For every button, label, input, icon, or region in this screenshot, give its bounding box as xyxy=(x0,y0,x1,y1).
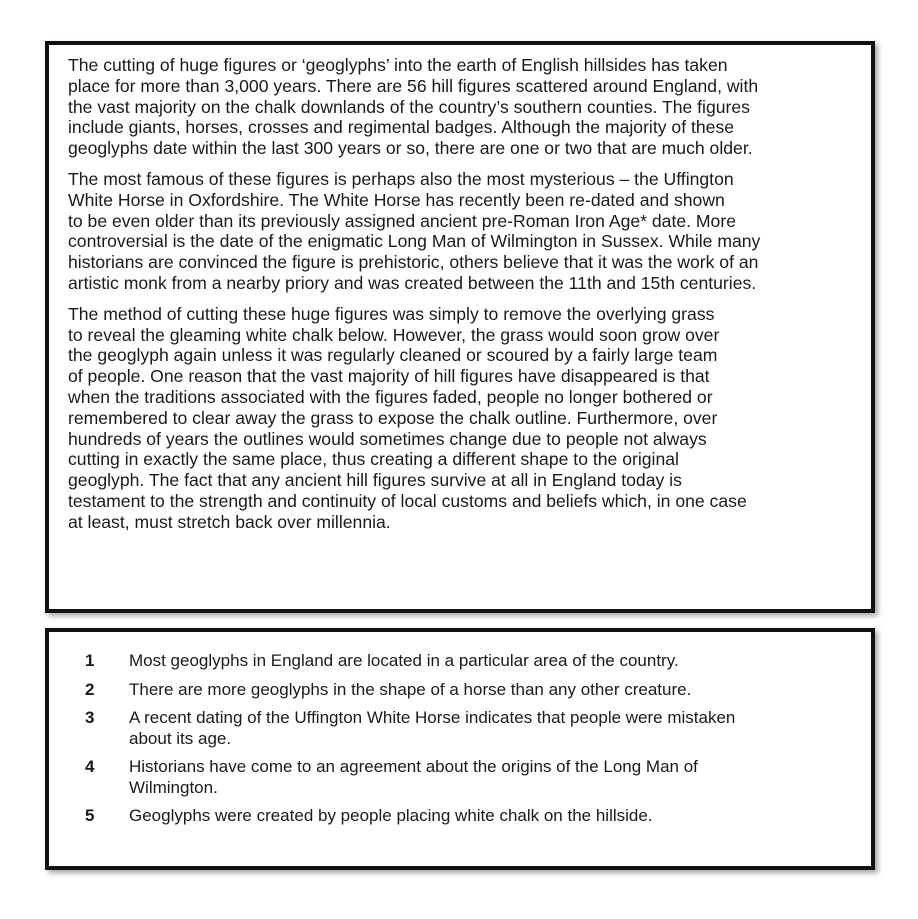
statement-item xyxy=(85,651,871,672)
statements-box xyxy=(45,628,875,870)
statement-item xyxy=(85,680,871,701)
passage-paragraph-3: The method of cutting these huge figures was simply to remove the overlying grass to reveal the gleaming white chalk below. However, the grass would soon grow over the geoglyph again unless it was regularly cleaned or scoured by a fairly large team of people. One reason that the vast majority of hill figures have disappeared is that when the traditions associated with the figures faded, people no longer bothered or remembered to clear away the grass to expose the chalk outline. Furthermore, over hundreds of years the outlines would sometimes change due to people not always cutting in exactly the same place, thus creating a different shape to the original geoglyph. The fact that any ancient hill figures survive at all in England today is testament to the strength and continuity of local customs and beliefs which, in one case at least, must stretch back over millennia. xyxy=(68,303,747,532)
statement-number: 3 xyxy=(85,708,95,727)
statement-number: 1 xyxy=(85,651,95,670)
passage-paragraph-1: The cutting of huge figures or ‘geoglyphs’ into the earth of English hillsides has taken place for more than 3,000 years. There are 56 hill figures scattered around England, with the vast majority on the chalk downlands of the country’s southern counties. The figures include giants, horses, crosses and regimental badges. Although the majority of these geoglyphs date within the last 300 years or so, there are one or two that are much older. xyxy=(68,55,759,159)
statement-item xyxy=(85,757,871,798)
statement-item xyxy=(85,806,871,827)
statement-item xyxy=(85,708,871,749)
statement-text: Historians have come to an agreement about the origins of the Long Man of Wilmington. xyxy=(129,757,698,797)
statement-number: 4 xyxy=(85,757,95,776)
statement-text: Most geoglyphs in England are located in a particular area of the country. xyxy=(129,651,679,670)
statement-number: 2 xyxy=(85,679,95,699)
statement-text: A recent dating of the Uffington White Horse indicates that people were mistaken about its age. xyxy=(129,708,736,748)
passage-paragraph-2: The most famous of these figures is perhaps also the most mysterious – the Uffington White Horse in Oxfordshire. The White Horse has recently been re-dated and shown to be even older than its previously assigned ancient pre-Roman Iron Age* date. More controversial is the date of the enigmatic Long Man of Wilmington in Sussex. While many historians are convinced the figure is prehistoric, others believe that it was the work of an artistic monk from a nearby priory and was created between the 11th and 15th centuries. xyxy=(68,168,761,293)
statement-number: 5 xyxy=(85,806,95,825)
statement-text: Geoglyphs were created by people placing white chalk on the hillside. xyxy=(129,806,653,825)
statement-text: There are more geoglyphs in the shape of a horse than any other creature. xyxy=(129,679,692,699)
passage-box xyxy=(45,41,875,613)
